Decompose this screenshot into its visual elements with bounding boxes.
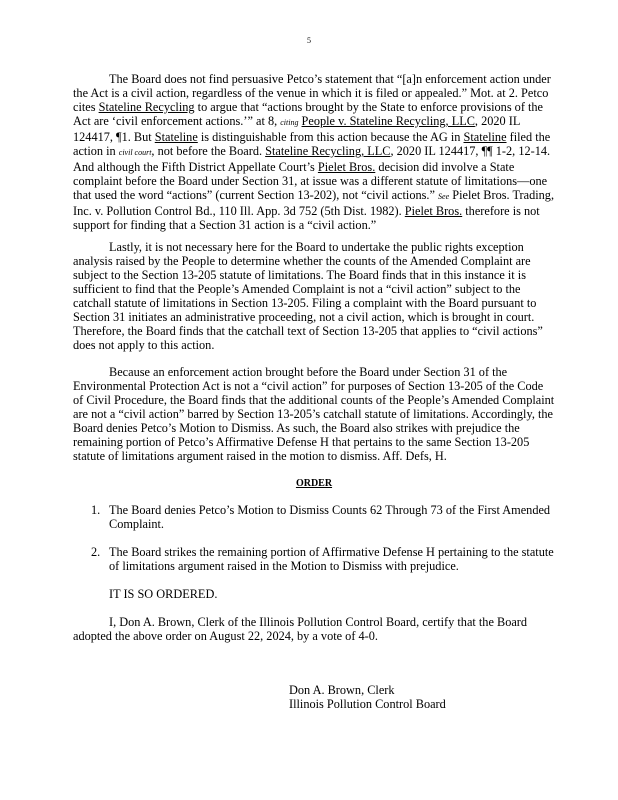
p1-j: Pielet Bros. Trading, Inc. v. Pollution Control Bd., 110 Ill. App. 3d 752 (5th Dist. 1982). xyxy=(73,188,555,218)
paragraph-2: Lastly, it is not necessary here for the Board to undertake the public rights exception analysis raised by the People to determine whether the counts of the Amended Complaint are subject to the Section 13-205 statute of limitations. The Board finds that in this instance it is sufficient to find that the People’s Amended Complaint is not a “civil action” subject to the catchall statute of limitations in Section 13-205. Filing a complaint with the Board pursuant to Section 31 initiates an administrative proceeding, not a civil action, which is brought in court. Therefore, the Board finds that the catchall text of Section 13-205 that applies to “civil actions” does not apply to this action. xyxy=(73,240,543,352)
order-item-number: 1. xyxy=(91,503,101,517)
order-list xyxy=(73,503,555,573)
p1-k: therefore is not support for finding that a Section 31 action is a “civil action.” xyxy=(73,204,540,232)
signature-name: Don A. Brown, Clerk xyxy=(289,683,395,697)
order-item-text: The Board strikes the remaining portion of Affirmative Defense H pertaining to the statute of limitations argument raised in the Motion to Dismiss with prejudice. xyxy=(109,545,554,573)
paragraph-3: Because an enforcement action brought before the Board under Section 31 of the Environmental Protection Act is not a “civil action” for purposes of Section 13-205 of the Code of Civil Procedure, the Board finds that the additional counts of the People’s Amended Complaint are not a “civil action” barred by Section 13-205’s catchall statute of limitations. Accordingly, the Board denies Petco’s Motion to Dismiss. As such, the Board also strikes with prejudice the remaining portion of Petco’s Affirmative Defense H that pertains to the same Section 13-205 statute of limitations argument raised in the motion to dismiss. Aff. Defs, H. xyxy=(73,365,555,463)
so-ordered: IT IS SO ORDERED. xyxy=(109,587,218,601)
p1-b: to argue that “actions brought by the State to enforce provisions of the Act are ‘civil enforcement actions.’” at 8, xyxy=(73,100,544,128)
case-stateline-recycling: Stateline Recycling xyxy=(98,100,195,114)
case-stateline-short: Stateline xyxy=(154,130,198,144)
signature-block xyxy=(289,683,446,711)
p1-e: is distinguishable from this action because the AG in xyxy=(197,130,464,144)
order-item-text: The Board denies Petco’s Motion to Dismiss Counts 62 Through 73 of the First Amended Complaint. xyxy=(109,503,551,531)
p1-a: The Board does not find persuasive Petco’s statement that “[a]n enforcement action under the Act is a civil action, regardless of the venue in which it is filed or appealed.” Mot. at 2. Petco cites xyxy=(73,72,551,114)
order-item-number: 2. xyxy=(91,545,101,559)
p1-g: , not before the Board. xyxy=(151,144,266,158)
order-item xyxy=(73,503,555,531)
see-signal: See xyxy=(438,192,450,201)
case-stateline-recycling-llc: Stateline Recycling, LLC xyxy=(265,144,391,158)
p1-i: decision did involve a State complaint before the Board under Section 31, at issue was a different statute of limitations—one that used the word “actions” (current Section 13-202), not “civil actions.” xyxy=(73,160,548,202)
p1-f: filed the action in xyxy=(73,130,551,158)
order-section xyxy=(73,477,555,491)
order-heading: ORDER xyxy=(295,478,333,489)
case-pielet-bros: Pielet Bros. xyxy=(317,160,376,174)
page-number: 5 xyxy=(307,36,311,45)
certification: I, Don A. Brown, Clerk of the Illinois Pollution Control Board, certify that the Board adopted the above order on August 22, 2024, by a vote of 4-0. xyxy=(73,615,528,643)
signature-org: Illinois Pollution Control Board xyxy=(289,697,446,711)
case-people-v-stateline: People v. Stateline Recycling, LLC xyxy=(301,114,475,128)
paragraph-1 xyxy=(73,72,555,232)
case-pielet-bros-2: Pielet Bros. xyxy=(404,204,463,218)
order-item xyxy=(73,545,555,573)
citing-signal: citing xyxy=(280,118,299,127)
p1-h: , 2020 IL 124417, ¶¶ 1-2, 12-14. And although the Fifth District Appellate Court’s xyxy=(73,144,551,174)
civil-court-phrase: civil court xyxy=(118,148,152,157)
case-stateline-short-2: Stateline xyxy=(463,130,507,144)
p1-d: , 2020 IL 124417, ¶1. But xyxy=(73,114,520,144)
